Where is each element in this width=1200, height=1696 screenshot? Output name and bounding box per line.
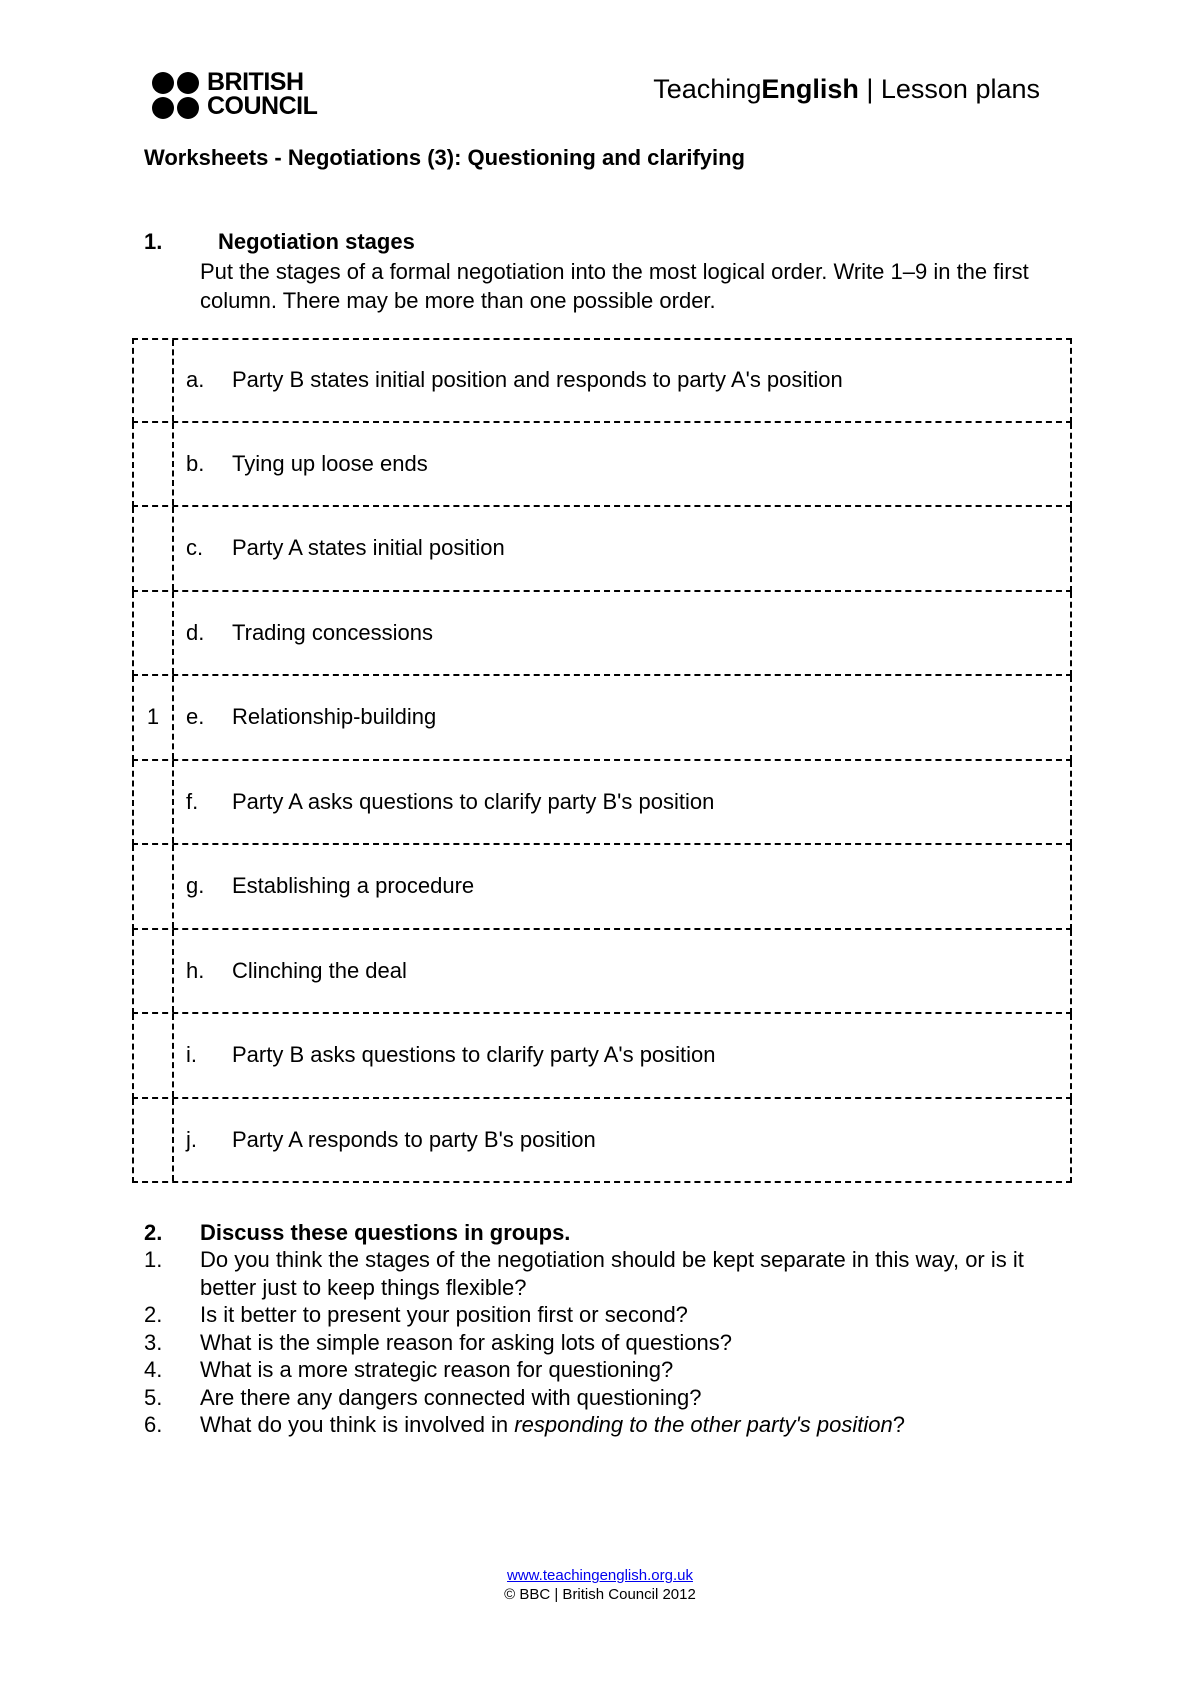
order-cell[interactable] — [134, 507, 174, 590]
stage-cell — [174, 507, 1070, 590]
section2-number: 2. — [144, 1220, 163, 1245]
order-cell[interactable]: 1 — [134, 676, 174, 759]
stage-cell — [174, 340, 1070, 421]
footer-copyright: © BBC | British Council 2012 — [504, 1586, 696, 1603]
stage-cell — [174, 592, 1070, 675]
table-row — [132, 423, 1072, 508]
logo-dots-icon — [152, 72, 199, 119]
brand-suffix: | Lesson plans — [858, 74, 1040, 104]
question-text: Do you think the stages of the negotiation should be kept separate in this way, or is it better just to keep things flexible? — [200, 1247, 1024, 1300]
stage-letter: b. — [186, 450, 205, 476]
list-item — [144, 1384, 1064, 1412]
question-number: 6. — [144, 1412, 163, 1437]
stage-cell — [174, 930, 1070, 1013]
stage-letter: i. — [186, 1042, 197, 1068]
stage-letter: j. — [186, 1126, 197, 1152]
logo-line-1: BRITISH — [207, 68, 304, 96]
british-council-logo — [152, 70, 317, 119]
stage-letter: d. — [186, 619, 205, 645]
stage-text: Party B states initial position and responds to party A's position — [232, 367, 843, 393]
order-cell[interactable] — [134, 761, 174, 844]
stages-table — [132, 338, 1072, 1183]
question-number: 4. — [144, 1357, 163, 1382]
brand-bold: English — [761, 74, 859, 104]
stage-cell — [174, 676, 1070, 759]
table-row — [132, 507, 1072, 592]
order-cell[interactable] — [134, 592, 174, 675]
order-cell[interactable] — [134, 845, 174, 928]
section1-title: Negotiation stages — [218, 229, 415, 254]
question-text-after: ? — [892, 1412, 905, 1437]
table-row — [132, 592, 1072, 677]
list-item — [144, 1356, 1064, 1384]
stage-letter: h. — [186, 957, 205, 983]
question-number: 1. — [144, 1247, 163, 1272]
table-row — [132, 338, 1072, 423]
list-item — [144, 1329, 1064, 1357]
stage-text: Party A asks questions to clarify party B's position — [232, 788, 715, 814]
stage-text: Establishing a procedure — [232, 873, 475, 899]
brand-prefix: Teaching — [653, 74, 762, 104]
section1-number: 1. — [144, 229, 163, 254]
question-number: 3. — [144, 1329, 163, 1355]
section2-title: Discuss these questions in groups. — [200, 1220, 571, 1245]
order-cell[interactable] — [134, 1099, 174, 1182]
question-text — [200, 1411, 1064, 1439]
section1-instructions: Put the stages of a formal negotiation into the most logical order. Write 1–9 in the first column. There may be more than one possible order. — [200, 259, 1029, 313]
stage-letter: e. — [186, 704, 205, 730]
order-cell[interactable] — [134, 340, 174, 421]
list-item — [144, 1301, 1064, 1329]
table-row — [132, 930, 1072, 1015]
question-text: Is it better to present your position first or second? — [200, 1302, 688, 1327]
stage-letter: a. — [186, 367, 205, 393]
stage-text: Clinching the deal — [232, 957, 407, 983]
order-cell[interactable] — [134, 1014, 174, 1097]
stage-cell — [174, 845, 1070, 928]
stage-cell — [174, 423, 1070, 506]
stage-letter: f. — [186, 788, 199, 814]
list-item — [144, 1246, 1064, 1301]
stage-text: Relationship-building — [232, 704, 437, 730]
table-row — [132, 761, 1072, 846]
question-text: What is a more strategic reason for questioning? — [200, 1357, 674, 1382]
stage-letter: c. — [186, 535, 204, 561]
stage-text: Party A responds to party B's position — [232, 1126, 596, 1152]
footer — [0, 1566, 1200, 1604]
stage-cell — [174, 1099, 1070, 1182]
question-text: Are there any dangers connected with questioning? — [200, 1384, 702, 1410]
table-row — [132, 845, 1072, 930]
stage-text: Tying up loose ends — [232, 450, 428, 476]
stage-text: Party A states initial position — [232, 535, 505, 561]
table-row — [132, 1014, 1072, 1099]
stage-text: Party B asks questions to clarify party A's position — [232, 1042, 716, 1068]
stage-cell — [174, 761, 1070, 844]
stage-cell — [174, 1014, 1070, 1097]
order-cell[interactable] — [134, 930, 174, 1013]
table-row — [132, 1099, 1072, 1184]
stage-text: Trading concessions — [232, 619, 433, 645]
page-title: Worksheets - Negotiations (3): Questioning and clarifying — [144, 145, 745, 170]
table-row — [132, 676, 1072, 761]
brand-title — [653, 74, 1040, 105]
logo-line-2: COUNCIL — [207, 92, 318, 120]
question-text: What is the simple reason for asking lots of questions? — [200, 1329, 732, 1355]
order-cell[interactable] — [134, 423, 174, 506]
questions-list — [144, 1246, 1064, 1439]
question-number: 5. — [144, 1384, 163, 1410]
stage-letter: g. — [186, 873, 205, 899]
question-number: 2. — [144, 1302, 163, 1327]
question-text-italic: responding to the other party's position — [514, 1412, 893, 1437]
question-text-before: What do you think is involved in — [200, 1412, 515, 1437]
footer-link[interactable]: www.teachingenglish.org.uk — [507, 1567, 693, 1584]
list-item — [144, 1411, 1064, 1439]
